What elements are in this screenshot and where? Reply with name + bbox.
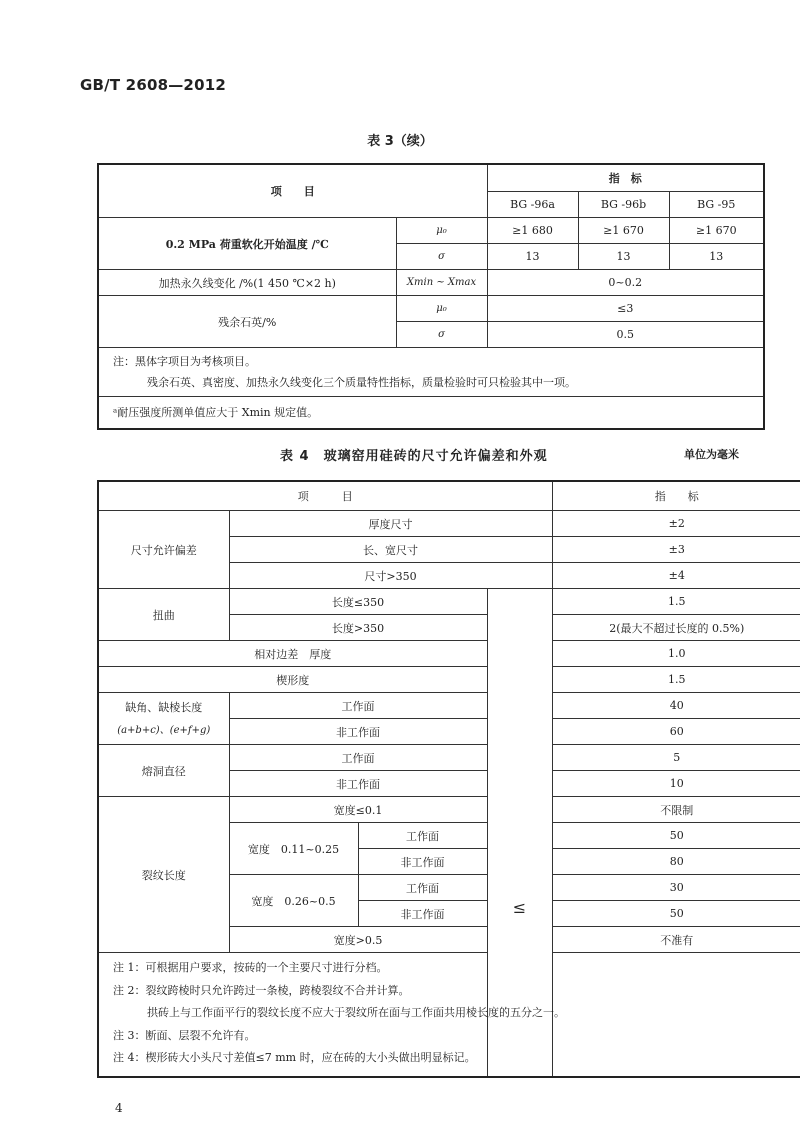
t4-sub: 工作面 xyxy=(229,745,487,771)
t4-sub: 尺寸>350 xyxy=(229,563,552,589)
t4-value: 不限制 xyxy=(552,797,800,823)
t4-group-wedge: 楔形度 xyxy=(98,667,487,693)
t4-crack-face: 工作面 xyxy=(358,823,487,849)
table3-title: 表 3（续） xyxy=(367,134,433,149)
table4-unit: 单位为毫米 xyxy=(684,448,739,461)
t3-value: ≥1 670 xyxy=(578,218,669,244)
t4-sub: 长度≤350 xyxy=(229,589,487,615)
t4-value: 80 xyxy=(552,849,800,875)
t4-value: 1.5 xyxy=(552,667,800,693)
t3-value: ≥1 670 xyxy=(669,218,764,244)
t4-chip-formula: (a+b+c)、(e+f+g) xyxy=(117,724,211,736)
t4-value: 50 xyxy=(552,823,800,849)
t4-group-crack: 裂纹长度 xyxy=(98,797,229,953)
t4-chip-label: 缺角、缺棱长度 xyxy=(125,700,203,714)
t3-symbol: σ xyxy=(396,244,487,270)
t3-value: 13 xyxy=(578,244,669,270)
t4-note-1: 注 1：可根据用户要求，按砖的一个主要尺寸进行分档。 xyxy=(113,961,388,974)
t4-value: 5 xyxy=(552,745,800,771)
t4-sub: 长、宽尺寸 xyxy=(229,537,552,563)
t3-row-residual-quartz: 残余石英/% xyxy=(98,296,396,348)
t4-notes xyxy=(98,953,800,1077)
t3-grade-2: BG -96b xyxy=(578,191,669,218)
t4-value: 10 xyxy=(552,771,800,797)
table4-title: 表 4 玻璃窑用硅砖的尺寸允许偏差和外观 xyxy=(280,449,548,464)
t3-note-1: 注：黑体字项目为考核项目。 xyxy=(113,355,256,368)
t4-sub: 厚度尺寸 xyxy=(229,511,552,537)
t4-note-2-cont: 拱砖上与工作面平行的裂纹长度不应大于裂纹所在面与工作面共用棱长度的五分之一。 xyxy=(147,1006,565,1019)
t4-header-item: 项 目 xyxy=(98,481,552,511)
t4-note-4: 注 4：楔形砖大小头尺寸差值≤7 mm 时，应在砖的大小头做出明显标记。 xyxy=(113,1051,476,1064)
t3-value: ≤3 xyxy=(487,296,764,322)
t4-crack-width: 宽度 0.26~0.5 xyxy=(229,875,358,927)
t4-value: ±3 xyxy=(552,537,800,563)
t4-value: 1.0 xyxy=(552,641,800,667)
t4-value: 不准有 xyxy=(552,927,800,953)
t4-value: ±4 xyxy=(552,563,800,589)
less-equal-symbol: ≤ xyxy=(487,589,552,1077)
t3-value: ≥1 680 xyxy=(487,218,578,244)
t4-group-chip xyxy=(98,693,229,745)
t4-group-size: 尺寸允许偏差 xyxy=(98,511,229,589)
page-number: 4 xyxy=(115,1101,123,1115)
t4-group-melt: 熔洞直径 xyxy=(98,745,229,797)
t3-symbol: μ₀ xyxy=(396,296,487,322)
table3 xyxy=(97,163,765,430)
t4-crack-face: 非工作面 xyxy=(358,901,487,927)
t4-sub: 宽度>0.5 xyxy=(229,927,487,953)
t3-value: 13 xyxy=(487,244,578,270)
document-id: GB/T 2608—2012 xyxy=(80,76,226,94)
t3-symbol: Xmin ~ Xmax xyxy=(396,270,487,296)
t4-crack-face: 工作面 xyxy=(358,875,487,901)
t3-footnote: ᵃ耐压强度所测单值应大于 Xmin 规定值。 xyxy=(98,397,764,430)
t4-value: 60 xyxy=(552,719,800,745)
t4-group-warp: 扭曲 xyxy=(98,589,229,641)
t3-symbol: μ₀ xyxy=(396,218,487,244)
t4-group-edge-diff: 相对边差 厚度 xyxy=(98,641,487,667)
t3-header-indicator: 指 标 xyxy=(487,164,764,191)
t4-crack-face: 非工作面 xyxy=(358,849,487,875)
t3-value: 0.5 xyxy=(487,322,764,348)
t4-sub: 非工作面 xyxy=(229,719,487,745)
t4-value: 1.5 xyxy=(552,589,800,615)
t3-grade-3: BG -95 xyxy=(669,191,764,218)
t4-value: 2(最大不超过长度的 0.5%) xyxy=(552,615,800,641)
t3-row-softening: 0.2 MPa 荷重软化开始温度 /℃ xyxy=(98,218,396,270)
t3-grade-1: BG -96a xyxy=(487,191,578,218)
t4-value: ±2 xyxy=(552,511,800,537)
t3-symbol: σ xyxy=(396,322,487,348)
t4-value: 40 xyxy=(552,693,800,719)
t4-sub: 长度>350 xyxy=(229,615,487,641)
t4-sub: 非工作面 xyxy=(229,771,487,797)
t4-value: 30 xyxy=(552,875,800,901)
table4 xyxy=(97,480,800,1078)
t4-note-3: 注 3：断面、层裂不允许有。 xyxy=(113,1028,256,1042)
t4-value: 50 xyxy=(552,901,800,927)
t4-sub: 宽度≤0.1 xyxy=(229,797,487,823)
t3-row-linear-change: 加热永久线变化 /%(1 450 ℃×2 h) xyxy=(98,270,396,296)
t3-value: 0~0.2 xyxy=(487,270,764,296)
t3-header-item: 项 目 xyxy=(98,164,487,218)
t4-crack-width: 宽度 0.11~0.25 xyxy=(229,823,358,875)
t3-notes xyxy=(98,348,764,397)
t3-value: 13 xyxy=(669,244,764,270)
t4-sub: 工作面 xyxy=(229,693,487,719)
t4-header-indicator: 指 标 xyxy=(552,481,800,511)
t3-note-2: 残余石英、真密度、加热永久线变化三个质量特性指标，质量检验时可只检验其中一项。 xyxy=(147,376,576,389)
t4-note-2: 注 2：裂纹跨棱时只允许跨过一条棱，跨棱裂纹不合并计算。 xyxy=(113,983,410,997)
